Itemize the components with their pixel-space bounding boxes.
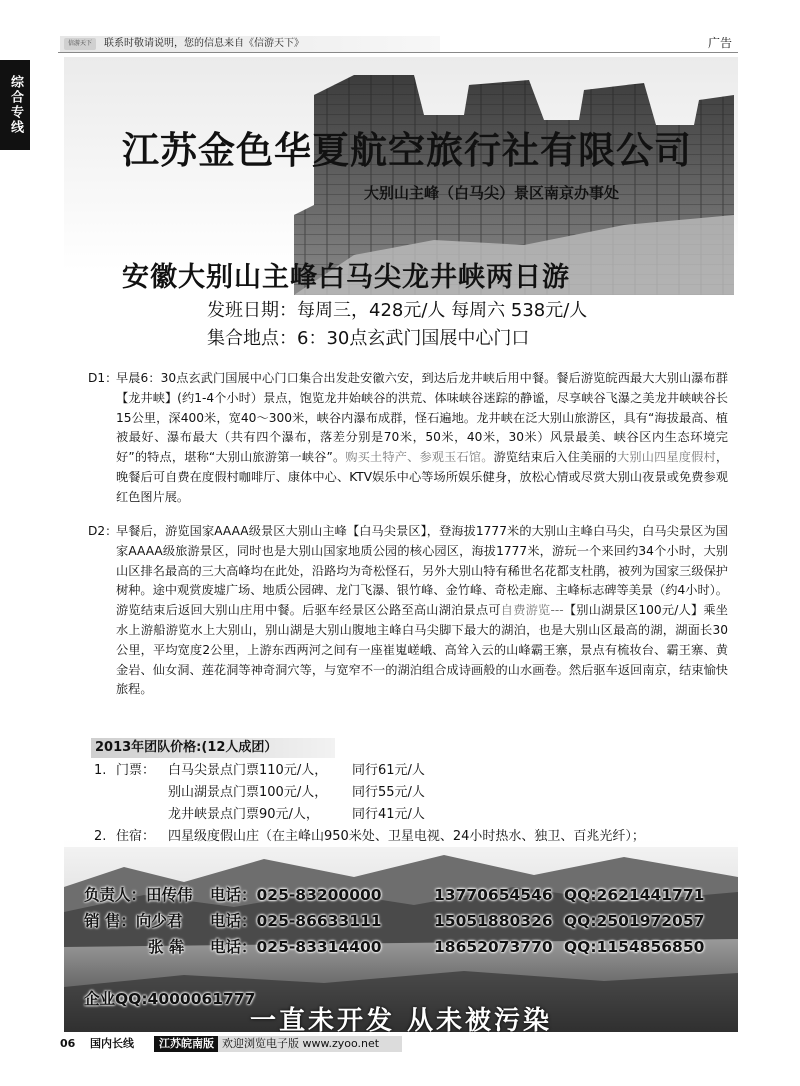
top-notice-bar [60, 36, 440, 52]
header-divider [58, 52, 738, 53]
advertisement-panel [64, 57, 738, 1032]
section-side-tab: 综合专线 [0, 60, 30, 150]
departure-schedule: 发班日期：每周三，428元/人 每周六 538元/人 [207, 300, 588, 321]
day-two-text: 早餐后，游览国家AAAA级景区大别山主峰【白马尖景区】，登海拔1777米的大别山主峰白马尖，白马尖景区为国家AAAA级旅游景区，同时也是大别山国家地质公园的核心园区，海拔1777米，游玩一个来回约34个小时，大别山区排名最高的三大高峰均在此处，沿路均为奇松怪石，另外大别山特有稀世名花都支杜鹃，被列为国家三级保护树种。途中观赏废墟广场、地质公园碑、龙门飞瀑、银竹峰、金竹峰、奇松走廊、主峰标志碑等美景（约4小时）。游览结束后返回大别山庄用中餐。后驱车经景区公路至高山湖泊景点可自费游览---【别山湖景区100元/人】乘坐水上游船游览水上大别山，别山湖是大别山腹地主峰白马尖脚下最大的湖泊，也是大别山区最高的湖，湖面长30公里，平均宽度2公里，上游东西两河之间有一座崔嵬嵯峨、高耸入云的山峰霸王寨，景点有梳妆台、霸王寨、黄金岩、仙女洞、莲花洞等神奇洞穴等，与宽窄不一的湖泊组合成诗画般的山水画卷。然后驱车返回南京，结束愉快旅程。 [116, 524, 728, 697]
contact-row: 销 售：向少君 电话：025-86633111 15051880326 QQ:2501972057 [84, 912, 705, 930]
company-qq: 企业QQ:4000061777 [84, 990, 256, 1008]
day-two-label: D2： [88, 524, 118, 538]
day-one-itinerary [88, 369, 728, 508]
source-notice: 联系时敬请说明，您的信息来自《信游天下》 [104, 38, 304, 49]
office-subtitle: 大别山主峰（白马尖）景区南京办事处 [364, 184, 620, 202]
contacts-block [64, 882, 738, 1008]
ticket-row: 别山湖景点门票100元/人， 同行55元/人 [168, 785, 425, 800]
publication-logo: 信游天下 [64, 38, 96, 50]
gathering-point: 集合地点：6：30点玄武门国展中心门口 [207, 328, 530, 349]
page-number: 06 [60, 1037, 76, 1050]
page-footer [60, 1036, 740, 1052]
edition-badge: 江苏皖南版 [154, 1036, 219, 1052]
tour-title: 安徽大别山主峰白马尖龙井峡两日游 [122, 262, 570, 293]
company-name: 江苏金色华夏航空旅行社有限公司 [122, 128, 692, 172]
ad-tag: 广告 [707, 36, 732, 50]
contact-row: 负责人：田传伟 电话：025-83200000 13770654546 QQ:2621441771 [84, 886, 705, 904]
day-one-label: D1： [88, 371, 118, 385]
slogan: 一直未开发 从未被污染 [249, 1006, 553, 1032]
day-two-itinerary [88, 522, 728, 700]
day-one-text: 早晨6：30点玄武门国展中心门口集合出发赴安徽六安，到达后龙井峡后用中餐。餐后游览皖西最大大别山瀑布群【龙井峡】(约1-4个小时）景点，饱览龙井始峡谷的洪荒、体味峡谷迷踪的静谧，尽享峡谷飞瀑之美龙井峡峡谷长15公里，深400米，宽40～300米，峡谷内瀑布成群，怪石遍地。龙井峡在泛大别山旅游区，具有“海拔最高、植被最好、瀑布最大（共有四个瀑布，落差分别是70米，50米，40米，30米）风景最美、峡谷区内生态环境完好”的特点，堪称“大别山旅游第一峡谷”。购买土特产、参观玉石馆。游览结束后入住美丽的大别山四星度假村，晚餐后可自费在度假村咖啡厅、康体中心、KTV娱乐中心等场所娱乐健身，放松心情或尽赏大别山夜景或免费参观红色图片展。 [116, 371, 729, 504]
section-name: 国内长线 [90, 1037, 134, 1050]
accommodation-row: 2. 住宿： 四星级度假山庄（在主峰山950米处、卫星电视、24小时热水、独卫、百兆光纤）； [94, 829, 645, 844]
pricing-heading: 2013年团队价格:(12人成团） [91, 738, 335, 758]
website-link[interactable]: 欢迎浏览电子版 www.zyoo.net [218, 1036, 402, 1052]
ticket-row: 1. 门票： 白马尖景点门票110元/人， 同行61元/人 [94, 763, 425, 778]
ticket-row: 龙井峡景点门票90元/人， 同行41元/人 [168, 807, 425, 822]
contact-row: 张 犇 电话：025-83314400 18652073770 QQ:1154856850 [148, 938, 705, 956]
